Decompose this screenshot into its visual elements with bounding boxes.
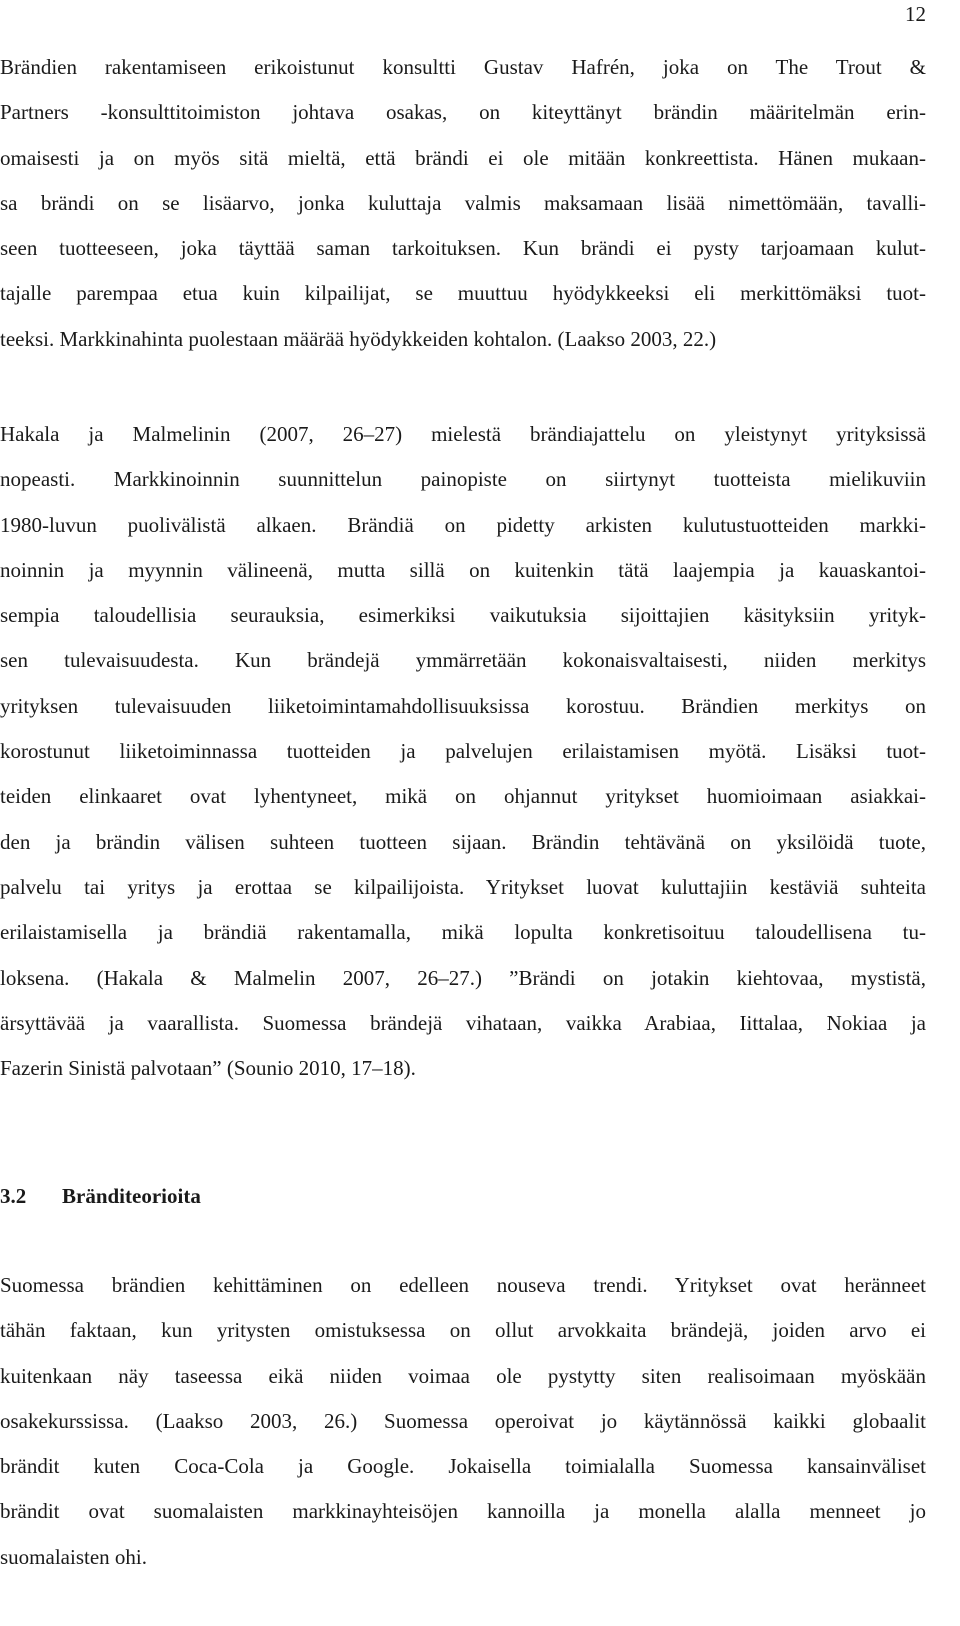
text-line: seen tuotteeseen, joka täyttää saman tarkoituksen. Kun brändi ei pysty tarjoamaan kulut- bbox=[0, 236, 926, 261]
text-line: den ja brändin välisen suhteen tuotteen sijaan. Brändin tehtävänä on yksilöidä tuote, bbox=[0, 829, 926, 854]
text-line: teiden elinkaaret ovat lyhentyneet, mikä on ohjannut yritykset huomioimaan asiakkai- bbox=[0, 784, 926, 809]
section-heading bbox=[0, 1177, 201, 1215]
paragraph-1 bbox=[0, 45, 926, 362]
text-line: Brändien rakentamiseen erikoistunut konsultti Gustav Hafrén, joka on The Trout & bbox=[0, 55, 926, 79]
page-number: 12 bbox=[905, 2, 926, 26]
text-line: tähän faktaan, kun yritysten omistuksessa on ollut arvokkaita brändejä, joiden arvo ei bbox=[0, 1318, 926, 1343]
text-line: omaisesti ja on myös sitä mieltä, että brändi ei ole mitään konkreettista. Hänen mukaan- bbox=[0, 145, 926, 170]
text-line: Fazerin Sinistä palvotaan” (Sounio 2010, 17–18). bbox=[0, 1056, 416, 1081]
text-line: brändit ovat suomalaisten markkinayhteisöjen kannoilla ja monella alalla menneet jo bbox=[0, 1499, 926, 1524]
text-line: ärsyttävää ja vaarallista. Suomessa brändejä vihataan, vaikka Arabiaa, Iittalaa, Nokiaa ja bbox=[0, 1010, 926, 1035]
paragraph-3 bbox=[0, 1263, 926, 1580]
text-line: brändit kuten Coca-Cola ja Google. Jokaisella toimialalla Suomessa kansainväliset bbox=[0, 1454, 926, 1479]
text-line: korostunut liiketoiminnassa tuotteiden ja palvelujen erilaistamisen myötä. Lisäksi tuot- bbox=[0, 739, 926, 764]
text-line: 1980-luvun puolivälistä alkaen. Brändiä on pidetty arkisten kulutustuotteiden markki- bbox=[0, 512, 926, 537]
text-line: suomalaisten ohi. bbox=[0, 1544, 147, 1569]
text-line: nopeasti. Markkinoinnin suunnittelun painopiste on siirtynyt tuotteista mielikuviin bbox=[0, 467, 926, 492]
text-line: Suomessa brändien kehittäminen on edelleen nouseva trendi. Yritykset ovat heränneet bbox=[0, 1273, 926, 1297]
paragraph-2 bbox=[0, 412, 926, 1091]
text-line: sempia taloudellisia seurauksia, esimerkiksi vaikutuksia sijoittajien käsityksiin yrityk- bbox=[0, 603, 926, 628]
text-line: loksena. (Hakala & Malmelin 2007, 26–27.) ”Brändi on jotakin kiehtovaa, mystistä, bbox=[0, 965, 926, 990]
text-line: Partners -konsulttitoimiston johtava osakas, on kiteyttänyt brändin määritelmän erin- bbox=[0, 100, 926, 125]
text-line: sen tulevaisuudesta. Kun brändejä ymmärretään kokonaisvaltaisesti, niiden merkitys bbox=[0, 648, 926, 673]
text-line: sa brändi on se lisäarvo, jonka kuluttaja valmis maksamaan lisää nimettömään, tavalli- bbox=[0, 190, 926, 215]
text-line: Hakala ja Malmelinin (2007, 26–27) mielestä brändiajattelu on yleistynyt yrityksissä bbox=[0, 422, 926, 446]
section-title: Bränditeorioita bbox=[62, 1184, 201, 1208]
text-line: palvelu tai yritys ja erottaa se kilpailijoista. Yritykset luovat kuluttajiin kestäviä suhteita bbox=[0, 874, 926, 899]
text-line: osakekurssissa. (Laakso 2003, 26.) Suomessa operoivat jo käytännössä kaikki globaalit bbox=[0, 1408, 926, 1433]
text-line: teeksi. Markkinahinta puolestaan määrää hyödykkeiden kohtalon. (Laakso 2003, 22.) bbox=[0, 326, 717, 351]
text-line: erilaistamisella ja brändiä rakentamalla, mikä lopulta konkretisoituu taloudellisena tu- bbox=[0, 920, 926, 945]
text-line: tajalle parempaa etua kuin kilpailijat, se muuttuu hyödykkeeksi eli merkittömäksi tuot- bbox=[0, 281, 926, 306]
text-line: yrityksen tulevaisuuden liiketoimintamahdollisuuksissa korostuu. Brändien merkitys on bbox=[0, 693, 926, 718]
text-line: kuitenkaan näy taseessa eikä niiden voimaa ole pystytty siten realisoimaan myöskään bbox=[0, 1363, 926, 1388]
section-number: 3.2 bbox=[0, 1184, 27, 1208]
text-line: noinnin ja myynnin välineenä, mutta sillä on kuitenkin tätä laajempia ja kauaskantoi- bbox=[0, 557, 926, 582]
